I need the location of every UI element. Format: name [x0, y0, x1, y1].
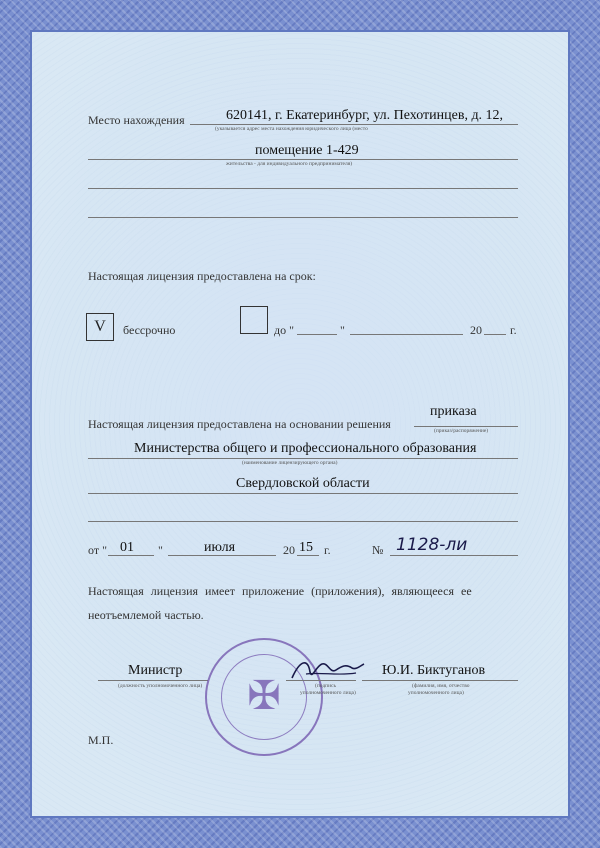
- basis-intro: Настоящая лицензия предоставлена на основании решения: [88, 417, 391, 431]
- location-hint1: (указывается адрес места нахождения юридического лица (место: [215, 126, 368, 132]
- term-intro: Настоящая лицензия предоставлена на срок:: [88, 269, 316, 283]
- blank-rule-3: [88, 521, 518, 522]
- date-quote: ": [158, 543, 163, 557]
- until-year-suffix: г.: [510, 323, 517, 337]
- appendix-line2: неотъемлемой частью.: [88, 608, 204, 622]
- authority-line1: Министерства общего и профессионального образования: [134, 441, 477, 456]
- location-line2-rule: [88, 159, 518, 160]
- name-rule: [362, 680, 518, 681]
- until-year-rule: [484, 334, 506, 335]
- date-from-label: от ": [88, 543, 107, 557]
- signatory-position: Министр: [128, 663, 183, 678]
- basis-doc-type-hint: (приказ/распоряжение): [434, 428, 489, 434]
- basis-doc-type-rule: [414, 426, 518, 427]
- signature-hint-1: (подпись: [315, 683, 337, 689]
- basis-doc-type: приказа: [430, 404, 477, 419]
- until-month-rule: [350, 334, 463, 335]
- authority-line2: Свердловской области: [236, 476, 370, 491]
- date-day: 01: [120, 540, 134, 555]
- license-number: 1128-ли: [396, 535, 468, 555]
- until-year-prefix: 20: [470, 323, 482, 337]
- indefinite-checkbox: V: [86, 313, 114, 341]
- signature-rule: [286, 680, 356, 681]
- number-rule: [390, 555, 518, 556]
- authority-line1-rule: [88, 458, 518, 459]
- position-rule: [98, 680, 208, 681]
- blank-rule-2: [88, 217, 518, 218]
- blank-rule-1: [88, 188, 518, 189]
- name-hint-1: (фамилия, имя, отчество: [412, 683, 470, 689]
- until-label: до ": [274, 323, 295, 337]
- signature-hint-2: уполномоченного лица): [300, 690, 356, 696]
- date-year-suffix: г.: [324, 543, 331, 557]
- until-quote: ": [340, 323, 345, 337]
- number-label: №: [372, 543, 384, 557]
- indefinite-label: бессрочно: [123, 323, 176, 337]
- date-month-rule: [168, 555, 276, 556]
- location-line1-rule: [190, 124, 518, 125]
- position-hint: (должность уполномоченного лица): [118, 683, 203, 689]
- until-checkbox: [240, 306, 268, 334]
- appendix-line1: Настоящая лицензия имеет приложение (приложения), являющееся ее: [88, 584, 472, 598]
- coat-of-arms-icon: ✠: [247, 673, 281, 718]
- authority-line2-rule: [88, 493, 518, 494]
- signatory-name: Ю.И. Биктуганов: [382, 663, 486, 678]
- location-line1: 620141, г. Екатеринбург, ул. Пехотинцев, д. 12,: [226, 108, 504, 123]
- name-hint-2: уполномоченного лица): [408, 690, 464, 696]
- location-label: Место нахождения: [88, 113, 185, 127]
- date-year-rule: [297, 555, 319, 556]
- date-month: июля: [204, 540, 236, 555]
- date-year-prefix: 20: [283, 543, 295, 557]
- location-hint2: жительства - для индивидуального предпринимателя): [226, 161, 353, 167]
- date-day-rule: [108, 555, 154, 556]
- date-year: 15: [299, 540, 313, 555]
- until-day-rule: [297, 334, 337, 335]
- authority-hint: (наименование лицензирующего органа): [242, 460, 338, 466]
- location-line2: помещение 1-429: [255, 143, 359, 158]
- seal-place-label: М.П.: [88, 733, 114, 747]
